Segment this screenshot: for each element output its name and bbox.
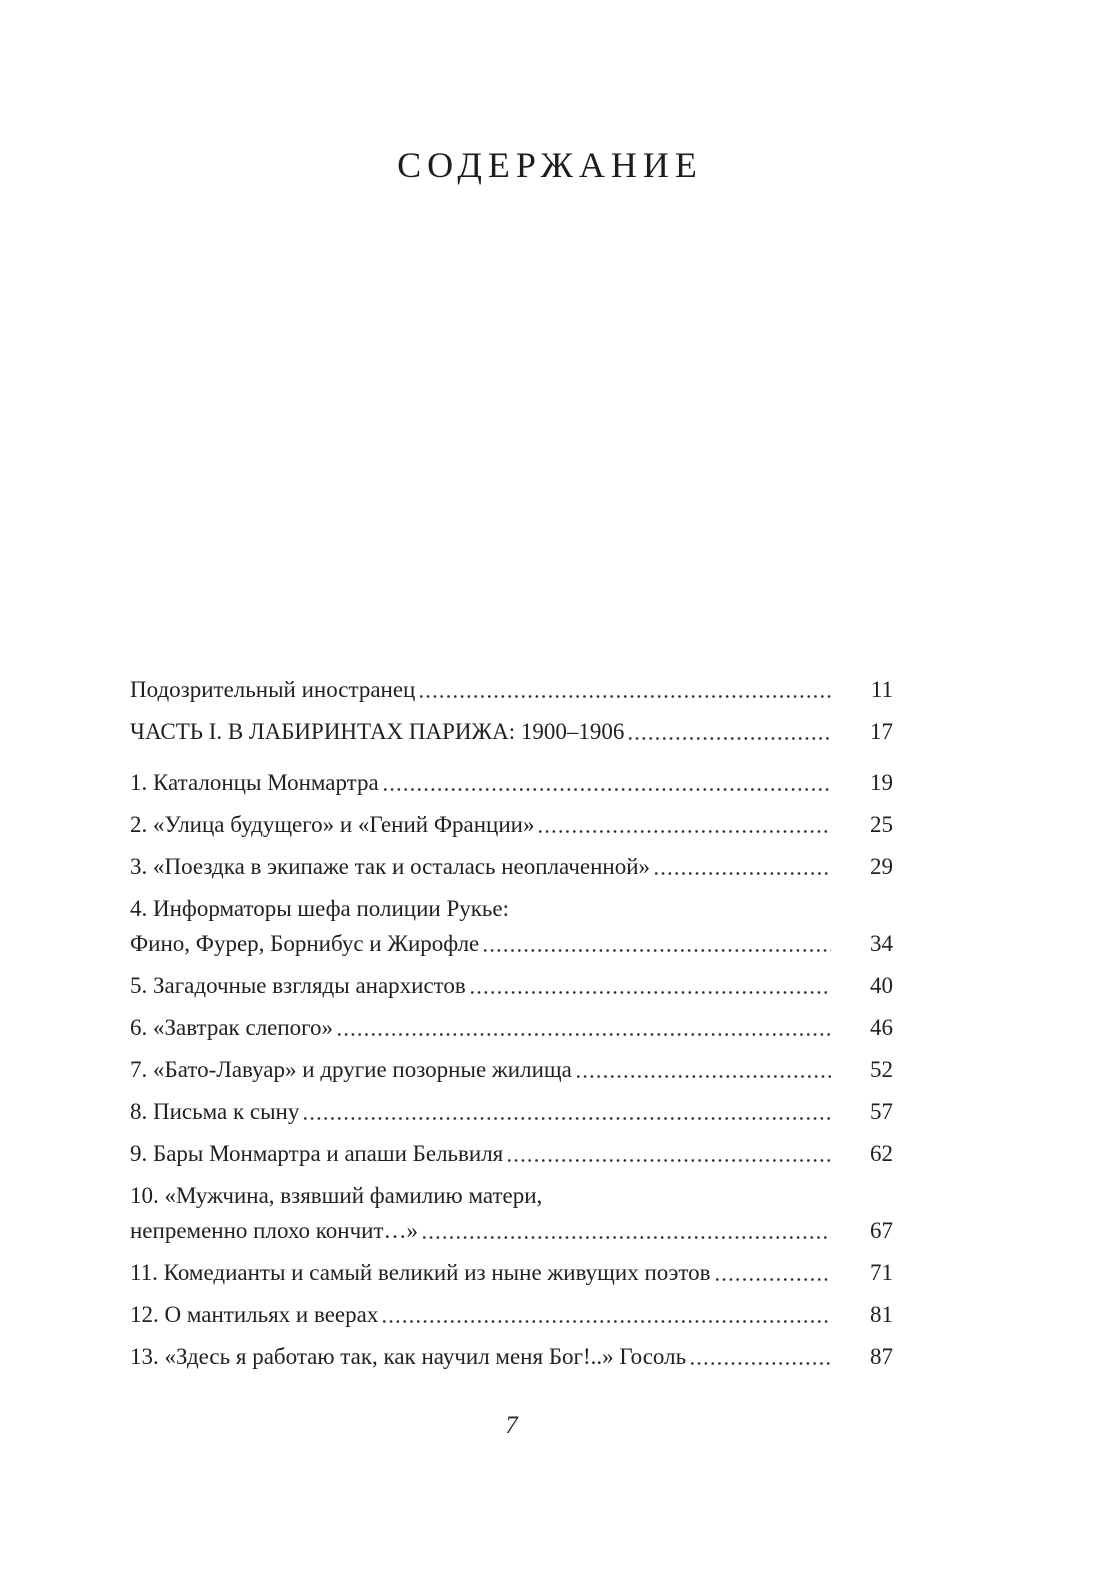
toc-entry [130, 1300, 893, 1330]
toc-entry-title: 5. Загадочные взгляды анархистов [130, 973, 466, 998]
toc-entry-page: 57 [870, 1099, 893, 1124]
toc-entry-page: 46 [870, 1015, 893, 1040]
toc-entry [130, 1055, 893, 1085]
dot-leader [420, 675, 831, 705]
dot-leader [691, 1342, 831, 1372]
dot-leader [716, 1258, 831, 1288]
toc-entry-page: 40 [870, 973, 893, 998]
toc-entry [130, 894, 893, 959]
toc-entry-page: 71 [870, 1260, 893, 1285]
toc-entry-title-line1: 4. Информаторы шефа полиции Рукье: [130, 896, 510, 921]
toc-entry [130, 810, 893, 840]
toc-entry [130, 1139, 893, 1169]
toc-entry [130, 852, 893, 882]
toc-entry [130, 1181, 893, 1246]
dot-leader [539, 810, 831, 840]
toc-entry-title: 1. Каталонцы Монмартра [130, 770, 379, 795]
toc-entry [130, 768, 893, 798]
toc-entry [130, 1342, 893, 1372]
toc-entry-page: 17 [870, 719, 893, 744]
dot-leader [384, 768, 831, 798]
toc-entry-page: 25 [870, 812, 893, 837]
toc-entry-title: 9. Бары Монмартра и апаши Бельвиля [130, 1141, 504, 1166]
toc-entry-title: 6. «Завтрак слепого» [130, 1015, 334, 1040]
toc-entry-page: 19 [870, 770, 893, 795]
dot-leader [655, 852, 831, 882]
toc-entry-title: ЧАСТЬ I. В ЛАБИРИНТАХ ПАРИЖА: 1900–1906 [130, 719, 625, 744]
toc-entry-page: 52 [870, 1057, 893, 1082]
toc-entry-title: 2. «Улица будущего» и «Гений Франции» [130, 812, 535, 837]
dot-leader [577, 1055, 831, 1085]
dot-leader [484, 929, 831, 959]
dot-leader [304, 1097, 831, 1127]
toc-entry-title: 3. «Поездка в экипаже так и осталась неоплаченной» [130, 854, 651, 879]
toc-entry [130, 1097, 893, 1127]
toc-entry-page: 29 [870, 854, 893, 879]
toc-entry-page: 67 [870, 1218, 893, 1243]
toc-entry-page: 81 [870, 1302, 893, 1327]
toc-entry-title: 11. Комедианты и самый великий из ныне живущих поэтов [130, 1260, 711, 1285]
toc-entry-title-line2: Фино, Фурер, Борнибус и Жирофле [130, 931, 480, 956]
toc-entry-page: 11 [870, 677, 893, 702]
page-title: СОДЕРЖАНИЕ [397, 145, 703, 185]
page-number: 7 [505, 1412, 518, 1439]
toc-entry-title-line1: 10. «Мужчина, взявший фамилию матери, [130, 1183, 543, 1208]
toc-entry-page: 62 [870, 1141, 893, 1166]
toc-entry-part-heading [130, 717, 893, 747]
dot-leader [508, 1139, 831, 1169]
dot-leader [423, 1216, 831, 1246]
toc-list [0, 675, 1100, 1372]
dot-leader [338, 1013, 831, 1043]
toc-entry [130, 971, 893, 1001]
toc-entry-title: 8. Письма к сыну [130, 1099, 300, 1124]
toc-entry [130, 675, 893, 705]
toc-entry-title: 13. «Здесь я работаю так, как научил меня Бог!..» Госоль [130, 1344, 687, 1369]
toc-entry [130, 1258, 893, 1288]
dot-leader [383, 1300, 831, 1330]
toc-entry-title: Подозрительный иностранец [130, 677, 416, 702]
dot-leader [629, 717, 831, 747]
toc-entry-title: 7. «Бато-Лавуар» и другие позорные жилища [130, 1057, 572, 1082]
dot-leader [471, 971, 831, 1001]
toc-entry-title: 12. О мантильях и веерах [130, 1302, 379, 1327]
toc-entry-page: 87 [870, 1344, 893, 1369]
toc-entry-page: 34 [870, 931, 893, 956]
toc-entry [130, 1013, 893, 1043]
toc-entry-title-line2: непременно плохо кончит…» [130, 1218, 418, 1243]
